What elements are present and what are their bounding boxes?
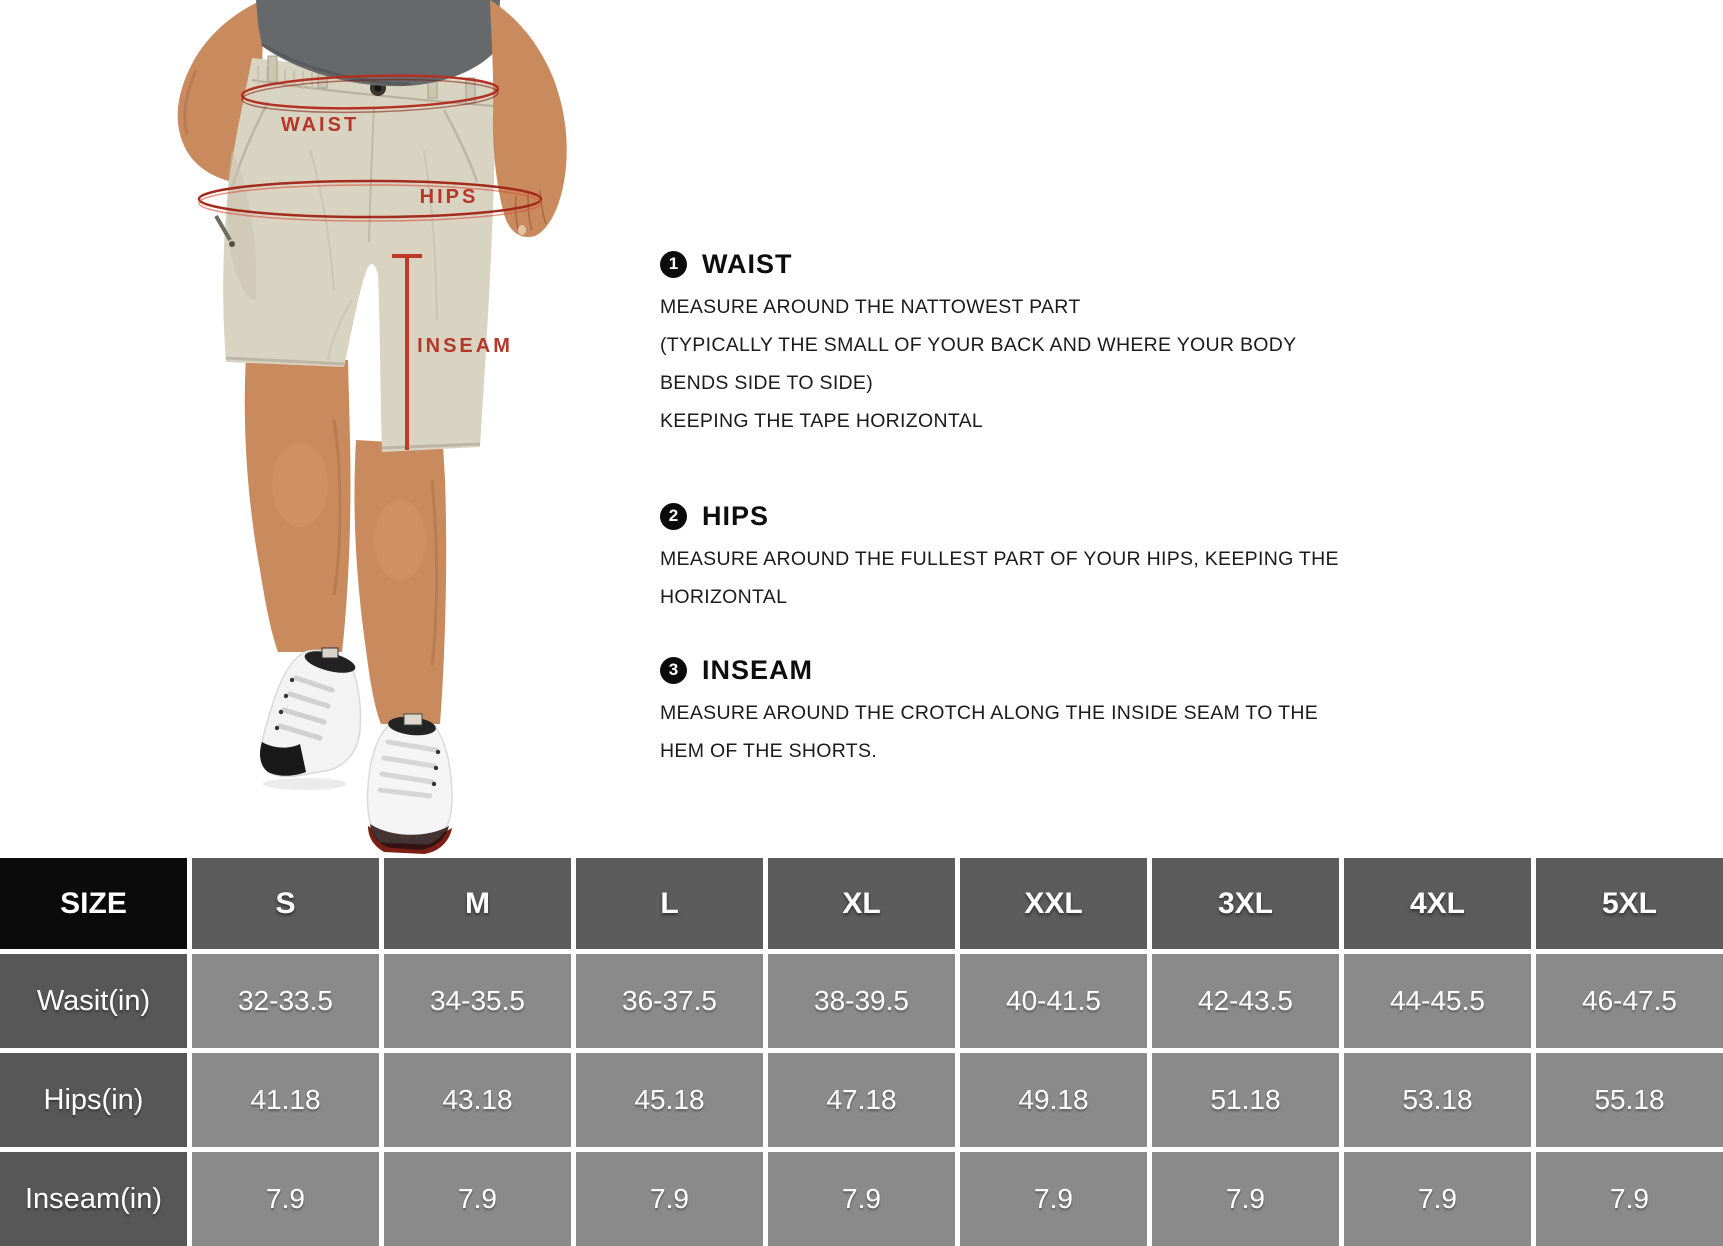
- waist-value: 40-41.5: [960, 954, 1147, 1048]
- man-figure-illustration: [0, 0, 580, 858]
- inseam-value: 7.9: [960, 1152, 1147, 1246]
- hips-value: 45.18: [576, 1053, 763, 1147]
- instruction-body: [660, 540, 1380, 616]
- hips-value: 53.18: [1344, 1053, 1531, 1147]
- measuring-instructions: [660, 250, 1380, 770]
- instruction-line: BENDS SIDE TO SIDE): [660, 372, 874, 394]
- inseam-value: 7.9: [384, 1152, 571, 1246]
- hips-value: 43.18: [384, 1053, 571, 1147]
- instruction-title: WAIST: [702, 248, 793, 279]
- instruction-line: HORIZONTAL: [660, 586, 788, 608]
- left-shoe: [260, 647, 361, 790]
- header-cell-s: S: [192, 858, 379, 949]
- waist-annotation-label: WAIST: [280, 114, 360, 136]
- hips-value: 49.18: [960, 1053, 1147, 1147]
- row-label-inseam: Inseam(in): [0, 1152, 187, 1246]
- instruction-line: (TYPICALLY THE SMALL OF YOUR BACK AND WHERE YOUR BODY: [660, 334, 1297, 356]
- waist-value: 46-47.5: [1536, 954, 1723, 1048]
- header-cell-xl: XL: [768, 858, 955, 949]
- header-cell-5xl: 5XL: [1536, 858, 1723, 949]
- inseam-value: 7.9: [576, 1152, 763, 1246]
- hips-value: 51.18: [1152, 1053, 1339, 1147]
- number-1-badge: 1: [660, 251, 687, 278]
- hips-value: 47.18: [768, 1053, 955, 1147]
- waist-value: 36-37.5: [576, 954, 763, 1048]
- instruction-line: KEEPING THE TAPE HORIZONTAL: [660, 410, 984, 432]
- waist-value: 34-35.5: [384, 954, 571, 1048]
- hips-value: 41.18: [192, 1053, 379, 1147]
- header-cell-4xl: 4XL: [1344, 858, 1531, 949]
- inseam-value: 7.9: [1344, 1152, 1531, 1246]
- instruction-heading: [660, 502, 1380, 530]
- size-header-cell: SIZE: [0, 858, 187, 949]
- waist-value: 44-45.5: [1344, 954, 1531, 1048]
- header-cell-m: M: [384, 858, 571, 949]
- inseam-value: 7.9: [768, 1152, 955, 1246]
- row-label-hips: Hips(in): [0, 1053, 187, 1147]
- instruction-heading: [660, 250, 1380, 278]
- right-shoe: [368, 714, 453, 854]
- size-chart-table: [0, 858, 1723, 1243]
- header-cell-3xl: 3XL: [1152, 858, 1339, 949]
- instruction-line: MEASURE AROUND THE CROTCH ALONG THE INSIDE SEAM TO THE: [660, 702, 1319, 724]
- waist-value: 38-39.5: [768, 954, 955, 1048]
- inseam-annotation-label: INSEAM: [417, 335, 513, 357]
- instruction-title: HIPS: [702, 500, 770, 531]
- inseam-value: 7.9: [1152, 1152, 1339, 1246]
- waist-value: 32-33.5: [192, 954, 379, 1048]
- instruction-body: [660, 694, 1380, 770]
- number-3-badge: 3: [660, 657, 687, 684]
- waist-value: 42-43.5: [1152, 954, 1339, 1048]
- instruction-body: [660, 288, 1380, 440]
- instruction-section-inseam: [660, 656, 1380, 770]
- instruction-heading: [660, 656, 1380, 684]
- header-cell-xxl: XXL: [960, 858, 1147, 949]
- hips-annotation-label: HIPS: [419, 186, 479, 208]
- instruction-section-waist: [660, 250, 1380, 440]
- instruction-line: MEASURE AROUND THE FULLEST PART OF YOUR HIPS, KEEPING THE: [660, 548, 1339, 570]
- inseam-value: 7.9: [192, 1152, 379, 1246]
- instruction-section-hips: [660, 502, 1380, 616]
- header-cell-l: L: [576, 858, 763, 949]
- instruction-title: INSEAM: [702, 654, 814, 685]
- row-label-waist: Wasit(in): [0, 954, 187, 1048]
- hips-value: 55.18: [1536, 1053, 1723, 1147]
- instruction-line: MEASURE AROUND THE NATTOWEST PART: [660, 296, 1081, 318]
- number-2-badge: 2: [660, 503, 687, 530]
- inseam-value: 7.9: [1536, 1152, 1723, 1246]
- model-photo: [0, 0, 580, 858]
- instruction-line: HEM OF THE SHORTS.: [660, 740, 878, 762]
